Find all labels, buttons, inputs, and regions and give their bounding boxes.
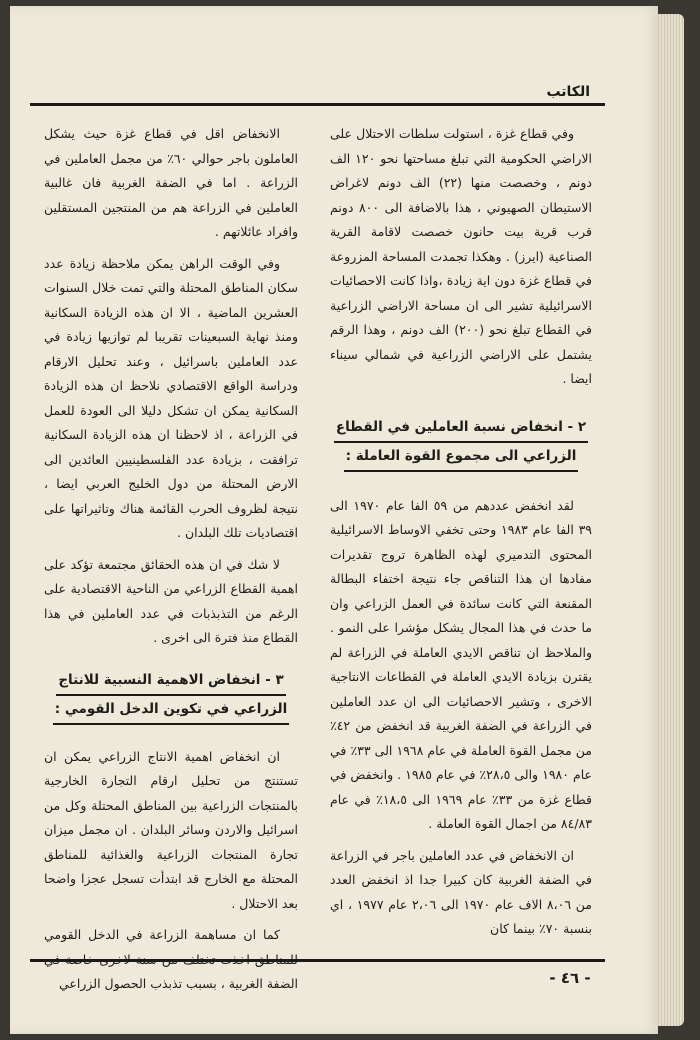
section-heading-line: الزراعي في تكوين الدخل القومي : <box>53 696 290 725</box>
paragraph: ان الانخفاض في عدد العاملين باجر في الزراعة في الضفة الغربية كان كبيرا جدا اذ انخفض العدد من ٨،٠٦ الاف عام ١٩٧٠ الى ٢،٠٦ عام ١٩٧٧ ، اي بنسبة ٧٠٪ بينما كان <box>330 847 592 936</box>
paragraph: لا شك في ان هذه الحقائق مجتمعة تؤكد على اهمية القطاع الزراعي من الناحية الاقتصادية على الرغم من التذبذبات في عدد العاملين في هذا القطاع منذ فترة الى اخرى . <box>44 556 298 645</box>
section-heading-3 <box>44 667 298 725</box>
header-rule <box>30 103 605 106</box>
paragraph: ان انخفاض اهمية الانتاج الزراعي يمكن ان تستنتج من تحليل ارقام التجارة الخارجية بالمنتجات الزراعية بين المناطق المحتلة وكل من اسرائيل والاردن وسائر البلدان . ان مجمل ميزان تجارة المنتجات الزراعية والغذائية للمناطق المحتلة مع الخارج قد ابتدأت تسجل عجزا واضحا بعد الاحتلال . <box>44 748 298 911</box>
running-head: الكاتب <box>546 84 590 100</box>
right-column <box>330 122 592 949</box>
page-number: - ٤٦ - <box>549 969 591 987</box>
paragraph: الانخفاض اقل في قطاع غزة حيث يشكل العاملون باجر حوالي ٦٠٪ من مجمل العاملين في الزراعة . اما في الضفة الغربية فان غالبية العاملين في الزراعة هم من المنتجين المستقلين وافراد عائلاتهم . <box>44 126 298 239</box>
paragraph: وفي قطاع غزة ، استولت سلطات الاحتلال على الاراضي الحكومية التي تبلغ مساحتها نحو ١٢٠ الف دونم ، وخصصت منها (٢٢) الف دونم لاغراض الاستيطان الصهيوني ، هذا بالاضافة الى ٨٠٠ دونم قرب قرية بيت حانون خصصت لاقامة القرية الصناعية (ايرز) . وهكذا تجمدت المساحة المزروعة في قطاع غزة دون اية زيادة ،واذا كانت الاحصائيات الاسرائيلية تشير الى ان مساحة الاراضي الزراعية في القطاع تبلغ نحو (٢٠٠) الف دونم ، وهذا الرقم يشتمل على الاراضي الزراعية في شمالي سيناء ايضا . <box>330 126 593 386</box>
footer-rule <box>30 959 605 962</box>
document-page <box>10 6 658 1034</box>
section-heading-line: ٣ - انخفاض الاهمية النسبية للانتاج <box>56 667 285 696</box>
paragraph: لقد انخفض عددهم من ٥٩ الفا عام ١٩٧٠ الى ٣٩ الفا عام ١٩٨٣ وحتى تخفي الاوساط الاسرائيلية المحتوى التدميري لهذه الظاهرة تروج تقديرات مفادها ان هذا التناقص جاء نتيجة اختفاء البطالة المقنعة التي كانت سائدة في العمل الزراعي وان ما حدث في هذا المجال يشكل مؤشرا على النمو . والملاحظ ان تناقص الايدي العاملة في الزراعة لم يقترن بزيادة الايدي العاملة في القطاعات الانتاجية الاخرى ، وتشير الاحصائيات الى ان عدد العاملين في الزراعة في الضفة الغربية قد انخفض من ٤٢٪ من مجمل القوة العاملة في عام ١٩٦٨ الى ٣٣٪ في عام ١٩٨٠ والى ٢٨،٥٪ في عام ١٩٨٥ . وانخفض في قطاع غزة من ٣٣٪ عام ١٩٦٩ الى ١٨،٥٪ في عام ٨٤/٨٣ من اجمال القوة العاملة . <box>330 497 593 831</box>
section-heading-line: الزراعي الى مجموع القوة العاملة : <box>344 443 579 472</box>
paragraph: وفي الوقت الراهن يمكن ملاحظة زيادة عدد سكان المناطق المحتلة والتي تمت خلال السنوات العشرين الماضية ، الا ان هذه الزيادة السكانية ومنذ نهاية السبعينات تقريبا لم توازيها زيادة في عدد العاملين باسرائيل ، وعند تحليل الارقام ودراسة الواقع الاقتصادي نلاحظ ان هذه الزيادة السكانية يمكن ان تشكل دليلا الى العودة للعمل في الزراعة ، اذ لاحظنا ان هذه الزيادة السكانية ترافقت ، بزيادة عدد الفلسطينيين العائدين الى الارض المحتلة من دول الخليج العربي ايضا ، نتيجة لظروف الحرب القائمة هناك وتاثيراتها على اقتصاديات تلك البلدان . <box>44 255 298 540</box>
paragraph: كما ان مساهمة الزراعة في الدخل القومي للمناطق اخذت تختلف من سنة لاخرى خاصة في الضفة الغربية ، بسبب تذبذب الحصول الزراعي <box>44 927 298 991</box>
section-heading-line: ٢ - انخفاض نسبة العاملين في القطاع <box>334 414 588 443</box>
left-column <box>44 122 298 1004</box>
section-heading-2 <box>330 414 592 472</box>
